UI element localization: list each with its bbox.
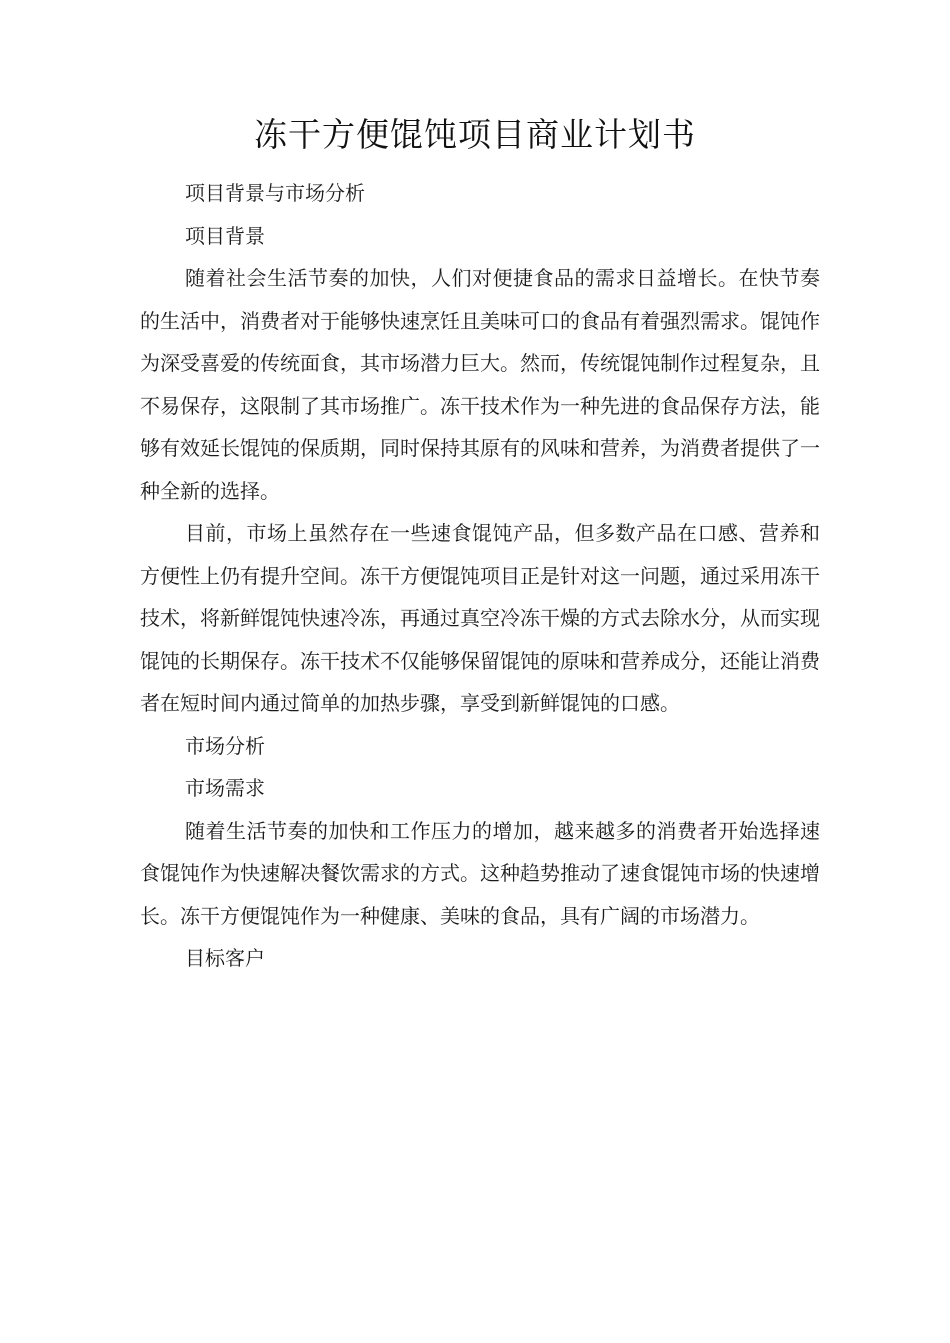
paragraph-market-demand: 随着生活节奏的加快和工作压力的增加，越来越多的消费者开始选择速食馄饨作为快速解决餐饮需求的方式。这种趋势推动了速食馄饨市场的快速增长。冻干方便馄饨作为一种健康、美味的食品，具有广阔的市场潜力。 xyxy=(140,818,820,928)
section-heading-market-demand: 市场需求 xyxy=(185,776,265,800)
paragraph-project-background-2: 目前，市场上虽然存在一些速食馄饨产品，但多数产品在口感、营养和方便性上仍有提升空间。冻干方便馄饨项目正是针对这一问题，通过采用冻干技术，将新鲜馄饨快速冷冻，再通过真空冷冻干燥的方式去除水分，从而实现馄饨的长期保存。冻干技术不仅能够保留馄饨的原味和营养成分，还能让消费者在短时间内通过简单的加热步骤，享受到新鲜馄饨的口感。 xyxy=(140,521,820,715)
document-title: 冻干方便馄饨项目商业计划书 xyxy=(254,115,696,154)
section-heading-background-and-market: 项目背景与市场分析 xyxy=(185,181,365,205)
section-heading-project-background: 项目背景 xyxy=(185,223,265,248)
section-heading-market-analysis: 市场分析 xyxy=(185,733,265,758)
section-heading-target-customers: 目标客户 xyxy=(185,946,265,970)
document-body xyxy=(140,172,820,980)
paragraph-project-background-1: 随着社会生活节奏的加快，人们对便捷食品的需求日益增长。在快节奏的生活中，消费者对于能够快速烹饪且美味可口的食品有着强烈需求。馄饨作为深受喜爱的传统面食，其市场潜力巨大。然而，传统馄饨制作过程复杂，且不易保存，这限制了其市场推广。冻干技术作为一种先进的食品保存方法，能够有效延长馄饨的保质期，同时保持其原有的风味和营养，为消费者提供了一种全新的选择。 xyxy=(140,266,820,503)
